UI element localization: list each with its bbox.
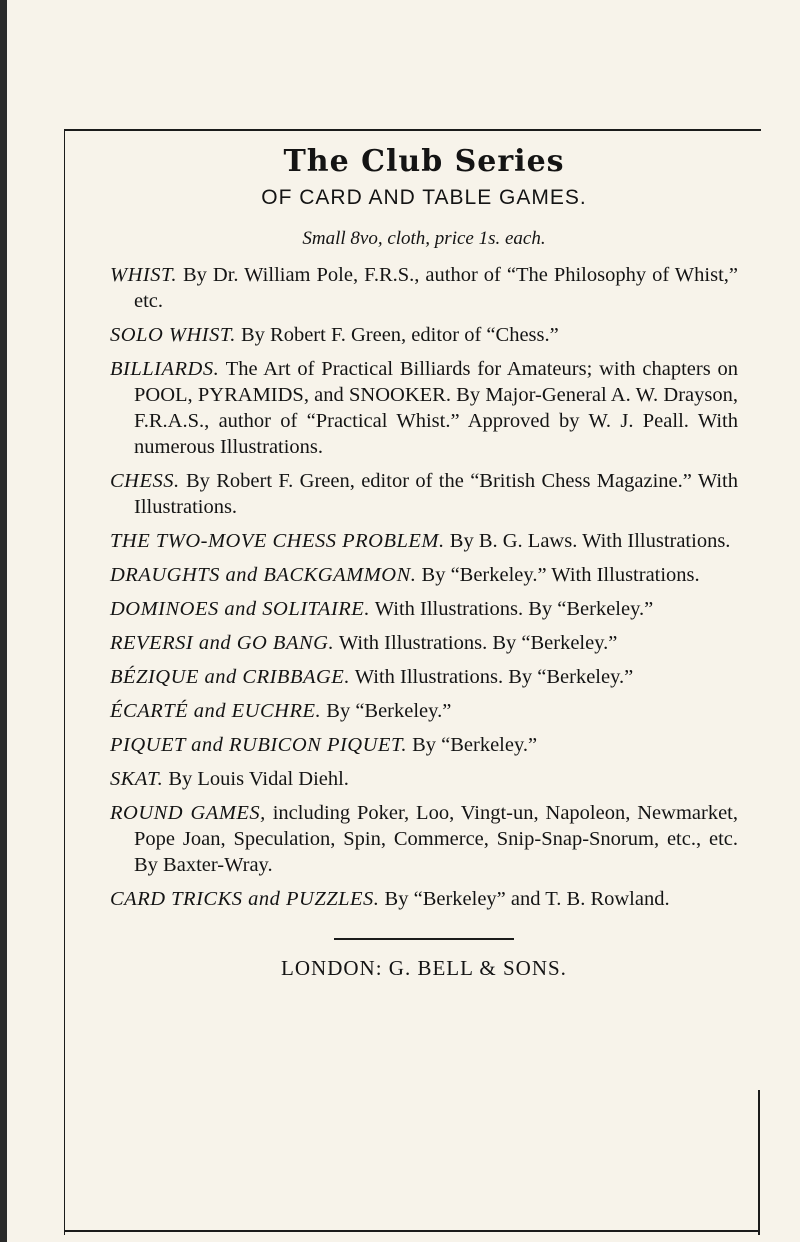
book-description: By Louis Vidal Diehl. (168, 768, 349, 790)
book-title: CHESS. (110, 470, 180, 492)
book-description: By “Berkeley.” (326, 700, 452, 722)
book-title: SKAT. (110, 768, 164, 790)
series-header (110, 142, 738, 212)
book-title: PIQUET and RUBICON PIQUET. (110, 734, 407, 756)
book-description: By Dr. William Pole, F.R.S., author of “The Philosophy of Whist,” etc. (134, 264, 738, 312)
book-title: DOMINOES and SOLITAIRE. (110, 598, 370, 620)
book-description: With Illustrations. By “Berkeley.” (338, 632, 618, 654)
book-title: ÉCARTÉ and EUCHRE. (110, 700, 322, 722)
list-item (110, 262, 738, 314)
book-description: By “Berkeley.” (412, 734, 538, 756)
list-item (110, 630, 738, 656)
book-title: REVERSI and GO BANG. (110, 632, 335, 654)
series-title: The Club Series (283, 144, 565, 179)
page-border-right (758, 1090, 760, 1235)
advertisement-page (110, 140, 738, 982)
book-title: WHIST. (110, 264, 177, 286)
book-description: By Robert F. Green, editor of “Chess.” (240, 324, 559, 346)
page-border-bottom (64, 1230, 760, 1232)
book-title: ROUND GAMES, (110, 802, 266, 824)
book-description: The Art of Practical Billiards for Amateurs; with chapters on POOL, PYRAMIDS, and SNOOKER. By Major-General A. W. Drayson, F.R.A.S., author of “Practical Whist.” Approved by W. J. Peall. With numerous Illustrations. (134, 358, 738, 458)
book-description: With Illustrations. By “Berkeley.” (374, 598, 654, 620)
list-item (110, 886, 738, 912)
book-description: By “Berkeley.” With Illustrations. (421, 564, 700, 586)
list-item (110, 732, 738, 758)
list-item (110, 800, 738, 878)
list-item (110, 698, 738, 724)
book-title: BÉZIQUE and CRIBBAGE. (110, 666, 350, 688)
list-item (110, 322, 738, 348)
book-title: SOLO WHIST. (110, 324, 236, 346)
format-price-line: Small 8vo, cloth, price 1s. each. (302, 228, 546, 249)
list-item (110, 528, 738, 554)
book-list (110, 262, 738, 912)
book-description: By B. G. Laws. With Illustrations. (449, 530, 731, 552)
book-description: including Poker, Loo, Vingt-un, Napoleon, Newmarket, Pope Joan, Speculation, Spin, Commerce, Snip-Snap-Snorum, etc., etc. By Baxter-Wray. (134, 802, 738, 876)
book-title: CARD TRICKS and PUZZLES. (110, 888, 380, 910)
list-item (110, 468, 738, 520)
list-item (110, 356, 738, 460)
list-item (110, 664, 738, 690)
book-description: By “Berkeley” and T. B. Rowland. (384, 888, 670, 910)
book-title: BILLIARDS. (110, 358, 220, 380)
publisher-imprint: LONDON: G. BELL & SONS. (281, 956, 567, 980)
list-item (110, 562, 738, 588)
divider-rule (334, 938, 514, 940)
series-subtitle: OF CARD AND TABLE GAMES. (261, 186, 587, 209)
list-item (110, 596, 738, 622)
list-item (110, 766, 738, 792)
book-description: With Illustrations. By “Berkeley.” (354, 666, 634, 688)
book-title: THE TWO-MOVE CHESS PROBLEM. (110, 530, 445, 552)
book-description: By Robert F. Green, editor of the “British Chess Magazine.” With Illustrations. (134, 470, 738, 518)
book-title: DRAUGHTS and BACKGAMMON. (110, 564, 417, 586)
page-edge-shadow (0, 0, 7, 1242)
